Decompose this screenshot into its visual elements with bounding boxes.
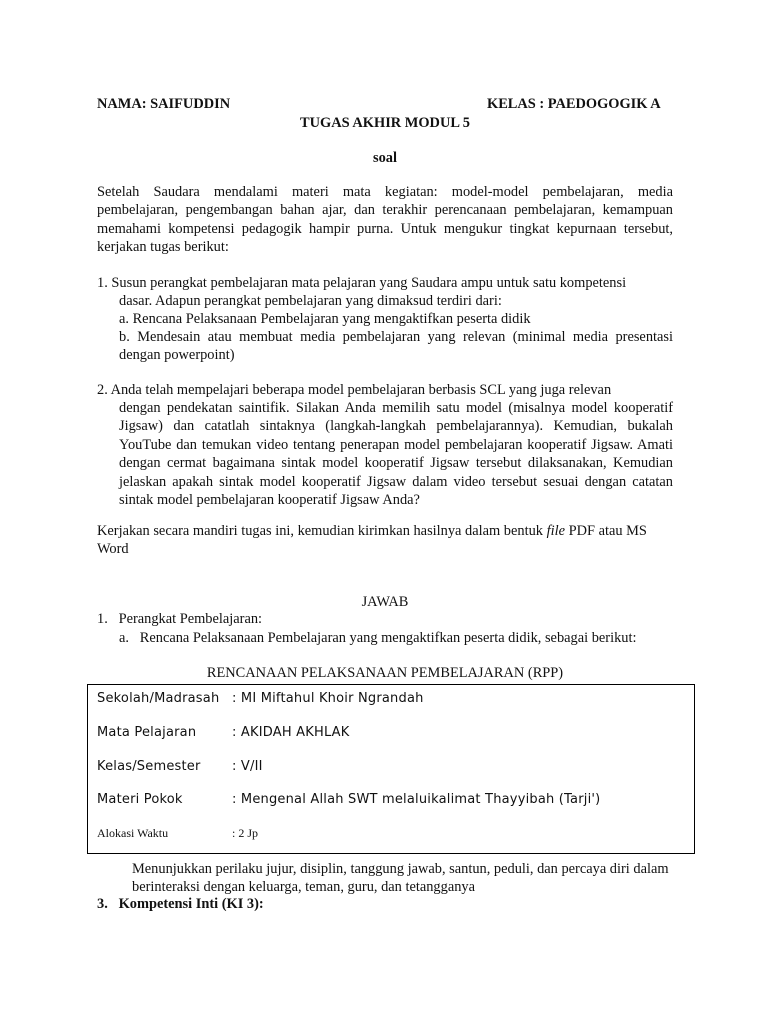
question-2-line1: 2. Anda telah mempelajari beberapa model pembelajaran berbasis SCL yang juga relevan	[97, 382, 612, 398]
instruction-text-end: PDF atau MS Word	[97, 523, 647, 558]
instruction-paragraph	[97, 522, 673, 559]
rpp-key: Kelas/Semester	[97, 759, 201, 774]
rpp-key: Mata Pelajaran	[97, 725, 197, 740]
rpp-value: : V/II	[232, 759, 263, 774]
ki3-heading: 3. Kompetensi Inti (KI 3):	[97, 896, 264, 912]
ki2-text: Menunjukkan perilaku jujur, disiplin, tanggung jawab, santun, peduli, dan percaya diri dalam berinteraksi dengan keluarga, teman, guru, dan tetangganya	[132, 861, 669, 896]
answer-item-1a: a. Rencana Pelaksanaan Pembelajaran yang mengaktifkan peserta didik, sebagai berikut:	[119, 630, 637, 646]
rpp-identity-table	[87, 684, 695, 854]
question-1-item-b: b. Mendesain atau membuat media pembelajaran yang relevan (minimal media presentasi dengan powerpoint)	[119, 329, 673, 364]
question-2-body: dengan pendekatan saintifik. Silakan Anda memilih satu model (misalnya model kooperatif Jigsaw) dan catatlah sintaknya (langkah-langkah pembelajarannya). Kemudian, bukalah YouTube dan temukan video tentang penerapan model pembelajaran kooperatif Jigsaw. Amati dengan cermat bagaimana sintak model kooperatif Jigsaw tersebut dilaksanakan, Kemudian jelaskan apakah sintak model kooperatif Jigsaw dalam video tersebut sesuai dengan catatan sintak model pembelajaran kooperatif Jigsaw Anda?	[119, 400, 673, 509]
rpp-value: : 2 Jp	[232, 826, 259, 840]
header-nama: NAMA: SAIFUDDIN	[97, 96, 231, 112]
rpp-key: Materi Pokok	[97, 792, 183, 807]
rpp-title: RENCANAAN PELAKSANAAN PEMBELAJARAN (RPP)	[206, 665, 564, 681]
question-1-line1: 1. Susun perangkat pembelajaran mata pelajaran yang Saudara ampu untuk satu kompetensi	[97, 275, 627, 291]
question-1-line2: dasar. Adapun perangkat pembelajaran yang dimaksud terdiri dari:	[119, 293, 502, 309]
rpp-value: : AKIDAH AKHLAK	[232, 725, 350, 740]
soal-heading: soal	[373, 150, 397, 166]
rpp-key: Alokasi Waktu	[97, 826, 169, 840]
document-title: TUGAS AKHIR MODUL 5	[300, 115, 470, 131]
intro-paragraph: Setelah Saudara mendalami materi mata kegiatan: model-model pembelajaran, media pembelajaran, pengembangan bahan ajar, dan terakhir perencanaan pembelajaran, kemampuan memahami kompetensi pedagogik hampir purna. Untuk mengukur tingkat kepurnaan tersebut, kerjakan tugas berikut:	[97, 184, 673, 256]
answer-item-1: 1. Perangkat Pembelajaran:	[97, 611, 263, 627]
question-1-item-a: a. Rencana Pelaksanaan Pembelajaran yang mengaktifkan peserta didik	[119, 311, 531, 327]
instruction-text: Kerjakan secara mandiri tugas ini, kemudian kirimkan hasilnya dalam bentuk	[97, 523, 547, 539]
rpp-key: Sekolah/Madrasah	[97, 691, 220, 706]
answer-heading: JAWAB	[361, 594, 409, 610]
rpp-value: : Mengenal Allah SWT melaluikalimat Thayyibah (Tarji')	[232, 792, 601, 807]
instruction-italic: file	[546, 523, 565, 539]
rpp-value: : MI Miftahul Khoir Ngrandah	[232, 691, 424, 706]
header-kelas: KELAS : PAEDOGOGIK A	[487, 96, 661, 112]
